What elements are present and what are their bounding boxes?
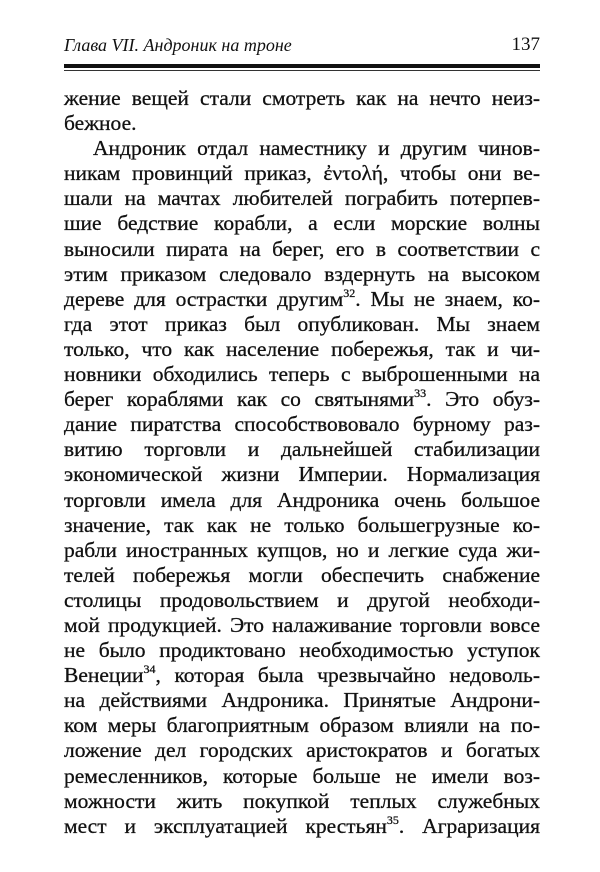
text-line [64,86,540,111]
text-line [64,814,540,839]
text-segment: рабли иностранных купцов, но и легкие суда жи- [64,537,540,562]
text-segment: . Мы не знаем, ко- [355,286,540,311]
text-line [64,262,540,287]
text-line [64,161,540,186]
chapter-title: Глава VII. Андроник на троне [64,35,292,55]
text-segment: столицы продовольствием и другой необходи- [64,587,540,612]
text-segment: шие бедствие корабли, а если морские волны [64,211,540,236]
text-line [64,412,540,437]
text-segment: можности жить покупкой теплых служебных [64,788,540,813]
text-line [64,437,540,462]
text-segment: жение вещей стали смотреть как на нечто неиз- [64,86,540,110]
text-line [64,462,540,487]
text-segment: гда этот приказ был опубликован. Мы знаем [64,311,540,336]
text-segment: ремесленников, которые больше не имели воз- [64,763,540,788]
text-segment: новники обходились теперь с выброшенными на [64,362,540,387]
text-line [64,513,540,538]
text-line [64,337,540,362]
text-segment: значение, так как не только большегрузные ко- [64,512,540,537]
text-segment: , которая была чрезвычайно недоволь- [155,663,540,688]
text-segment: не было продиктовано необходимостью уступок [64,638,540,663]
text-line [64,287,540,312]
text-segment: никам провинций приказ, ἐντολή, чтобы они ве- [64,161,540,186]
text-line [64,638,540,663]
text-line [64,738,540,763]
text-line [64,613,540,638]
text-segment: мест и эксплуатацией крестьян [64,813,387,838]
text-line [64,538,540,563]
text-line [64,237,540,262]
text-line [64,136,540,161]
text-segment: берег кораблями как со святынями [64,387,415,412]
footnote-reference: 35 [386,812,399,827]
text-segment: бежное. [64,111,137,136]
footnote-reference: 33 [414,386,427,401]
text-line [64,789,540,814]
text-line [64,588,540,613]
text-line [64,764,540,789]
text-line [64,111,540,136]
text-segment: шали на мачтах любителей пограбить потерпев- [64,186,540,211]
text-segment: только, что как население побережья, так и чи- [64,336,540,361]
text-segment: дереве для острастки другим [64,286,344,311]
text-segment: дание пиратства способствововало бурному раз- [64,412,540,437]
text-segment: Венеции [64,663,144,688]
text-line [64,663,540,688]
header-rule-thick [64,64,540,68]
text-segment: Андроник отдал наместнику и другим чинов- [93,136,540,161]
text-line [64,688,540,713]
text-segment: телей побережья могли обеспечить снабжение [64,562,540,587]
text-line [64,211,540,236]
text-line [64,186,540,211]
text-line [64,713,540,738]
text-line [64,312,540,337]
text-segment: на действиями Андроника. Принятые Андрони- [64,688,540,713]
text-segment: . Аграризация [398,813,540,838]
text-line [64,488,540,513]
text-segment: витию торговли и дальнейшей стабилизации [64,437,540,462]
text-segment: этим приказом следовало вздернуть на высоком [64,261,540,286]
text-segment: . Это обуз- [426,387,540,412]
text-line [64,563,540,588]
running-header [64,32,540,56]
page-number: 137 [511,34,540,55]
body-text [64,86,540,839]
text-segment: ложение дел городских аристократов и богатых [64,738,540,763]
text-segment: экономической жизни Империи. Нормализация [64,462,540,487]
text-segment: выносили пирата на берег, его в соответствии с [64,236,540,261]
text-segment: мой продукцией. Это налаживание торговли вовсе [64,612,540,637]
text-segment: торговли имела для Андроника очень большое [64,487,540,512]
text-segment: ком меры благоприятным образом влияли на по- [64,713,540,738]
text-line [64,362,540,387]
text-line [64,387,540,412]
header-rule-thin [64,70,540,71]
footnote-reference: 34 [143,662,156,677]
footnote-reference: 32 [343,285,356,300]
